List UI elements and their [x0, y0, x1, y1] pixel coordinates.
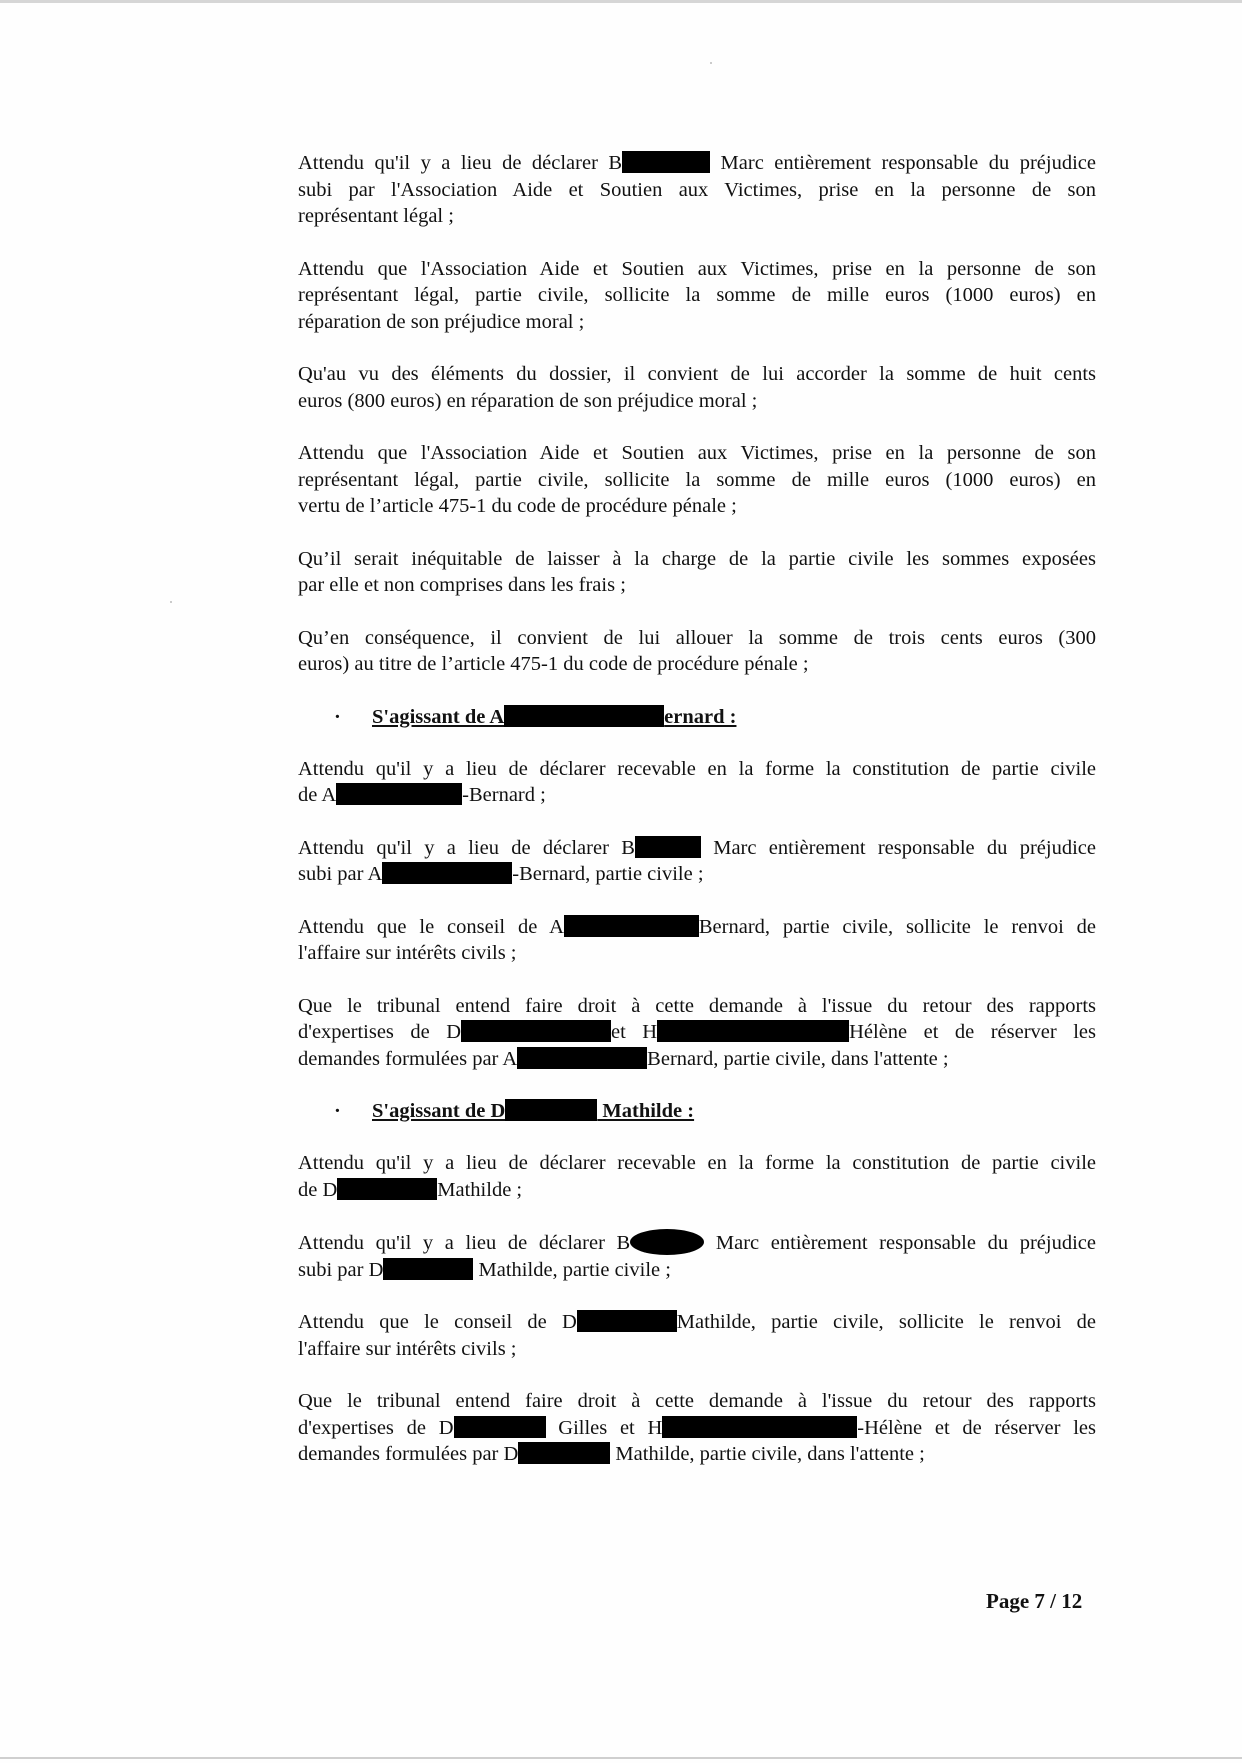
- text-run: Bernard, partie civile, dans l'attente ;: [647, 1047, 949, 1070]
- text-run: Mathilde, partie civile, sollicite le renvoi de: [676, 1311, 1096, 1333]
- scan-edge-bottom: [0, 1757, 1242, 1759]
- text-run: Que le tribunal entend faire droit à cette demande à l'issue du retour des rapports: [298, 994, 1096, 1017]
- redaction-block: [337, 1178, 437, 1200]
- text-run: Attendu qu'il y a lieu de déclarer recevable en la forme la constitution de partie civile: [298, 1152, 1096, 1174]
- redaction-block: [657, 1020, 849, 1042]
- text-run: Bernard, partie civile, sollicite le renvoi de: [698, 915, 1096, 938]
- text-run: vertu de l’article 475-1 du code de procédure pénale ;: [298, 495, 737, 517]
- text-line: [298, 1229, 1096, 1257]
- text-line: [298, 546, 1096, 573]
- text-run: Attendu qu'il y a lieu de déclarer B: [298, 152, 623, 174]
- text-run: l'affaire sur intérêts civils ;: [298, 942, 517, 964]
- text-run: Qu’en conséquence, il convient de lui allouer la somme de trois cents euros (300: [298, 626, 1096, 649]
- redaction-block: [630, 1229, 704, 1255]
- text-run: Marc entièrement responsable du préjudice: [710, 152, 1096, 174]
- text-run: Qu'au vu des éléments du dossier, il convient de lui accorder la somme de huit cents: [298, 363, 1096, 385]
- text-line: [298, 625, 1096, 652]
- redaction-block: [662, 1416, 857, 1438]
- text-line: [298, 177, 1096, 204]
- text-line: [298, 756, 1096, 783]
- text-line: [298, 914, 1096, 941]
- text-run: Mathilde :: [597, 1100, 695, 1122]
- paragraph: [298, 756, 1096, 809]
- text-run: -Bernard, partie civile ;: [512, 863, 704, 885]
- paragraph: [298, 993, 1096, 1073]
- text-run: subi par A: [298, 863, 383, 885]
- text-run: représentant légal, partie civile, sollicite la somme de mille euros (1000 euros) en: [298, 284, 1096, 306]
- text-run: l'affaire sur intérêts civils ;: [298, 1337, 517, 1360]
- paragraph: [298, 625, 1096, 678]
- text-run: par elle et non comprises dans les frais ;: [298, 574, 626, 596]
- text-line: [298, 1177, 1096, 1204]
- section-heading-2-text: [372, 1100, 694, 1122]
- paragraph: [298, 1309, 1096, 1362]
- redaction-block: [517, 1047, 647, 1069]
- text-run: Attendu que le conseil de D: [298, 1311, 577, 1333]
- paragraph-group-mathilde: [298, 1150, 1096, 1468]
- paragraph: [298, 914, 1096, 967]
- text-run: -Hélène et de réserver les: [857, 1416, 1096, 1439]
- text-run: Attendu qu'il y a lieu de déclarer B: [298, 836, 635, 859]
- text-run: Mathilde, partie civile ;: [473, 1258, 671, 1281]
- text-run: Attendu qu'il y a lieu de déclarer B: [298, 1232, 631, 1254]
- text-line: [298, 282, 1096, 309]
- text-run: de A: [298, 784, 337, 806]
- text-line: [298, 782, 1096, 809]
- text-line: [298, 1309, 1096, 1336]
- text-line: [298, 1150, 1096, 1177]
- text-line: [298, 493, 1096, 520]
- paragraph: [298, 440, 1096, 520]
- text-run: d'expertises de D: [298, 1021, 462, 1043]
- text-line: [298, 256, 1096, 283]
- scan-edge-top: [0, 0, 1242, 3]
- text-run: subi par l'Association Aide et Soutien aux Victimes, prise en la personne de son: [298, 178, 1096, 201]
- text-line: [298, 940, 1096, 967]
- section-heading-1-text: [372, 706, 736, 728]
- redaction-block: [454, 1416, 546, 1438]
- text-run: d'expertises de D: [298, 1416, 454, 1439]
- text-run: S'agissant de D: [372, 1100, 506, 1122]
- text-line: [298, 150, 1096, 177]
- text-line: [298, 467, 1096, 494]
- section-heading-2: [298, 1098, 1096, 1124]
- text-run: subi par D: [298, 1258, 384, 1281]
- redaction-block: [382, 862, 512, 884]
- text-line: [298, 1257, 1096, 1284]
- redaction-block: [336, 783, 462, 805]
- text-line: [298, 651, 1096, 678]
- paragraph: [298, 1229, 1096, 1283]
- text-line: [298, 861, 1096, 888]
- text-run: et H: [611, 1021, 658, 1043]
- text-line: [298, 203, 1096, 230]
- bullet-icon: ·: [334, 1100, 341, 1122]
- text-line: [298, 1046, 1096, 1073]
- text-run: Marc entièrement responsable du préjudice: [704, 1232, 1096, 1254]
- text-run: Gilles et H: [545, 1416, 663, 1439]
- text-run: représentant légal, partie civile, sollicite la somme de mille euros (1000 euros) en: [298, 468, 1096, 491]
- paragraph-group-association: [298, 150, 1096, 678]
- text-run: S'agissant de A: [372, 705, 505, 728]
- text-run: demandes formulées par A: [298, 1047, 518, 1070]
- text-line: [298, 1415, 1096, 1442]
- section-heading-1: [298, 704, 1096, 730]
- redaction-block: [383, 1258, 473, 1280]
- text-run: réparation de son préjudice moral ;: [298, 310, 585, 333]
- text-run: Que le tribunal entend faire droit à cette demande à l'issue du retour des rapports: [298, 1390, 1096, 1412]
- redaction-block: [461, 1020, 611, 1042]
- redaction-block: [504, 705, 664, 727]
- text-run: Mathilde, partie civile, dans l'attente ;: [610, 1443, 925, 1465]
- text-line: [298, 1441, 1096, 1468]
- text-line: [298, 835, 1096, 862]
- text-run: euros) au titre de l’article 475-1 du code de procédure pénale ;: [298, 653, 809, 675]
- text-run: Qu’il serait inéquitable de laisser à la charge de la partie civile les sommes exposées: [298, 547, 1096, 570]
- text-line: [298, 388, 1096, 415]
- paragraph: [298, 835, 1096, 888]
- text-run: Attendu que l'Association Aide et Soutien aux Victimes, prise en la personne de son: [298, 442, 1096, 464]
- text-run: Marc entièrement responsable du préjudice: [700, 836, 1096, 859]
- text-run: de D: [298, 1178, 338, 1201]
- text-run: Hélène et de réserver les: [849, 1021, 1096, 1043]
- text-line: [298, 440, 1096, 467]
- text-line: [298, 1019, 1096, 1046]
- redaction-block: [505, 1099, 597, 1121]
- text-run: euros (800 euros) en réparation de son préjudice moral ;: [298, 389, 758, 412]
- document-body: [298, 150, 1096, 1494]
- scan-speck: [170, 601, 172, 603]
- paragraph: [298, 1388, 1096, 1468]
- text-line: [298, 1336, 1096, 1363]
- bullet-icon: ·: [334, 705, 341, 728]
- redaction-block: [564, 915, 699, 937]
- redaction-block: [622, 151, 710, 173]
- text-line: [298, 309, 1096, 336]
- text-run: demandes formulées par D: [298, 1443, 519, 1465]
- text-run: Attendu qu'il y a lieu de déclarer recevable en la forme la constitution de partie civile: [298, 757, 1096, 780]
- text-run: Attendu que le conseil de A: [298, 915, 564, 938]
- paragraph: [298, 150, 1096, 230]
- text-run: ernard :: [664, 705, 737, 728]
- text-line: [298, 993, 1096, 1020]
- scan-speck: [710, 62, 712, 64]
- paragraph: [298, 1150, 1096, 1203]
- text-run: Mathilde ;: [437, 1178, 523, 1201]
- paragraph: [298, 361, 1096, 414]
- text-line: [298, 361, 1096, 388]
- paragraph: [298, 546, 1096, 599]
- text-line: [298, 1388, 1096, 1415]
- text-run: -Bernard ;: [462, 784, 546, 806]
- text-line: [298, 572, 1096, 599]
- redaction-block: [518, 1442, 610, 1464]
- redaction-block: [577, 1310, 677, 1332]
- text-run: représentant légal ;: [298, 205, 454, 227]
- text-run: Attendu que l'Association Aide et Soutien aux Victimes, prise en la personne de son: [298, 257, 1096, 280]
- paragraph-group-bernard: [298, 756, 1096, 1073]
- paragraph: [298, 256, 1096, 336]
- page-number: Page 7 / 12: [986, 1589, 1083, 1613]
- redaction-block: [635, 836, 701, 858]
